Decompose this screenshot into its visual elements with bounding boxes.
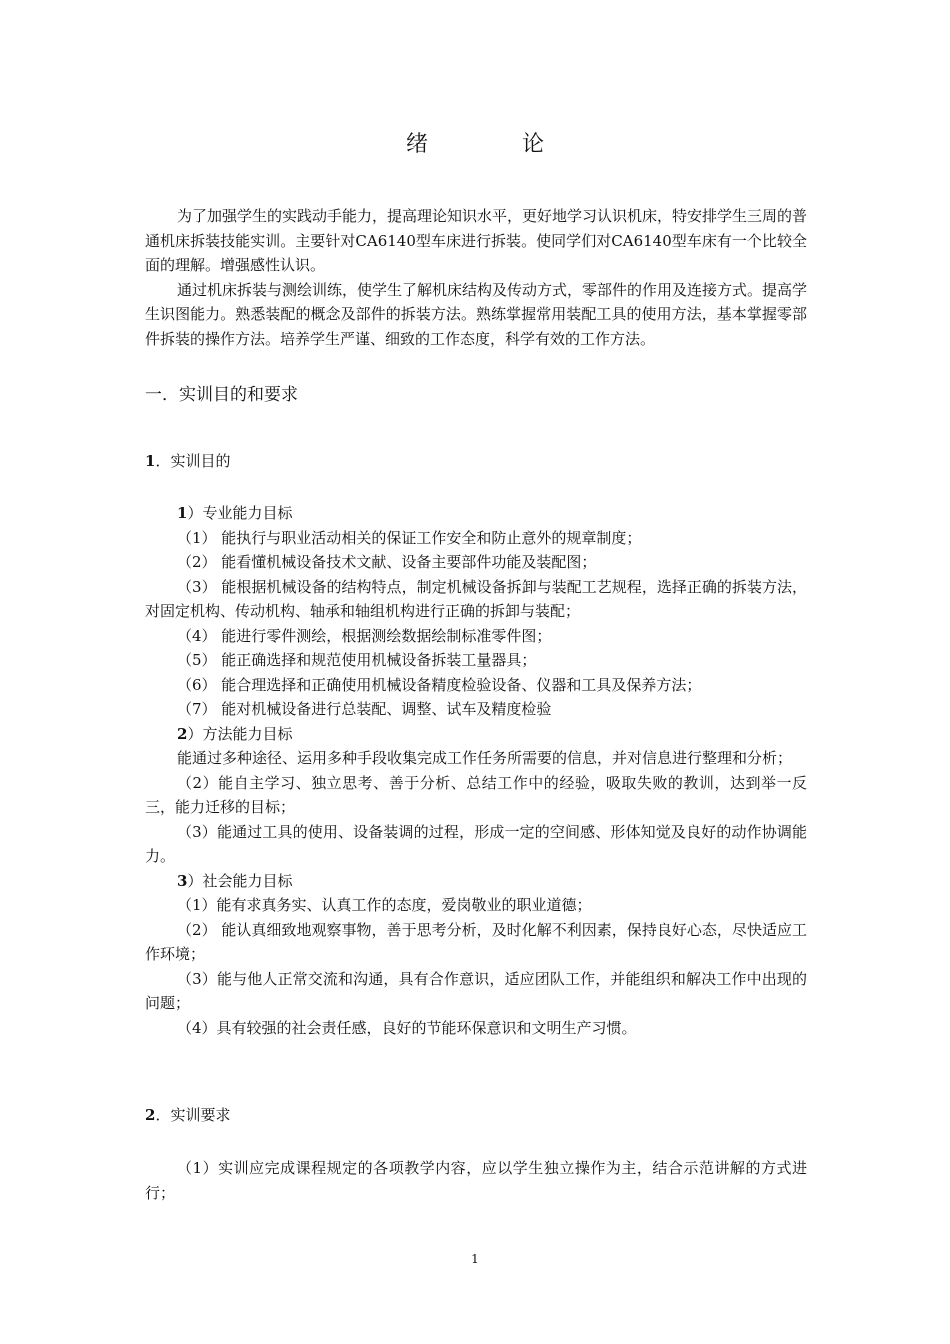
list-item: （2）能自主学习、独立思考、善于分析、总结工作中的经验，吸取失败的教训，达到举一反三，能力迁移的目标；: [145, 773, 807, 816]
goal-heading-method: [145, 722, 807, 747]
page-title: 绪 论: [405, 132, 580, 157]
intro-section: [145, 204, 807, 351]
requirements-section: [145, 1156, 807, 1205]
list-item: （3） 能根据机械设备的结构特点，制定机械设备拆卸与装配工艺规程，选择正确的拆装方法，对固定机构、传动机构、轴承和轴组机构进行正确的拆卸与装配；: [145, 577, 807, 620]
subheading-training-requirements: [145, 1104, 230, 1125]
list-item: （1） 能执行与职业活动相关的保证工作安全和防止意外的规章制度；: [177, 528, 642, 547]
list-item: （4） 能进行零件测绘，根据测绘数据绘制标准零件图；: [177, 626, 552, 645]
list-item: （1）实训应完成课程规定的各项教学内容，应以学生独立操作为主，结合示范讲解的方式进行；: [145, 1159, 807, 1202]
list-item: （2） 能认真细致地观察事物，善于思考分析，及时化解不利因素，保持良好心态，尽快适应工作环境；: [145, 920, 807, 963]
list-item: （7） 能对机械设备进行总装配、调整、试车及精度检验: [177, 700, 552, 718]
page-number: 1: [471, 1252, 479, 1266]
goals-section: [145, 501, 807, 1040]
intro-paragraph-1: 为了加强学生的实践动手能力，提高理论知识水平，更好地学习认识机床，特安排学生三周的普通机床拆装技能实训。主要针对CA6140型车床进行拆装。使同学们对CA6140型车床有一个比较全面的理解。增强感性认识。: [145, 207, 808, 274]
list-item: （1）能有求真务实、认真工作的态度，爱岗敬业的职业道德；: [177, 896, 592, 914]
subheading-training-goals: [145, 450, 230, 471]
goal-label: ）社会能力目标: [187, 871, 293, 890]
section-heading-1: 一．实训目的和要求: [145, 385, 298, 405]
goal-number: 1: [177, 504, 188, 522]
list-item: （3）能与他人正常交流和沟通，具有合作意识，适应团队工作，并能组织和解决工作中出现的问题；: [145, 969, 807, 1012]
goal-heading-professional: [145, 501, 807, 526]
list-item: （5） 能正确选择和规范使用机械设备拆装工量器具；: [177, 651, 537, 669]
goal-number: 2: [177, 724, 188, 743]
subheading-text: ．实训目的: [155, 452, 231, 470]
list-item: （4）具有较强的社会责任感，良好的节能环保意识和文明生产习惯。: [177, 1018, 637, 1037]
list-item: （3）能通过工具的使用、设备装调的过程，形成一定的空间感、形体知觉及良好的动作协调能力。: [145, 822, 807, 865]
intro-paragraph-2: 通过机床拆装与测绘训练，使学生了解机床结构及传动方式，零部件的作用及连接方式。提高学生识图能力。熟悉装配的概念及部件的拆装方法。熟练掌握常用装配工具的使用方法，基本掌握零部件拆装的操作方法。培养学生严谨、细致的工作态度，科学有效的工作方法。: [145, 280, 808, 348]
goal-label: ）方法能力目标: [187, 724, 293, 743]
list-item: （6） 能合理选择和正确使用机械设备精度检验设备、仪器和工具及保养方法；: [177, 675, 702, 694]
goal-label: ）专业能力目标: [187, 504, 293, 522]
subheading-number: 2: [145, 1106, 156, 1124]
subheading-text: ．实训要求: [155, 1106, 231, 1124]
list-item: （2） 能看懂机械设备技术文献、设备主要部件功能及装配图；: [177, 553, 597, 571]
goal-number: 3: [177, 871, 188, 890]
list-item: 能通过多种途径、运用多种手段收集完成工作任务所需要的信息，并对信息进行整理和分析；: [177, 749, 793, 767]
goal-heading-social: [145, 869, 807, 894]
subheading-number: 1: [145, 452, 156, 470]
